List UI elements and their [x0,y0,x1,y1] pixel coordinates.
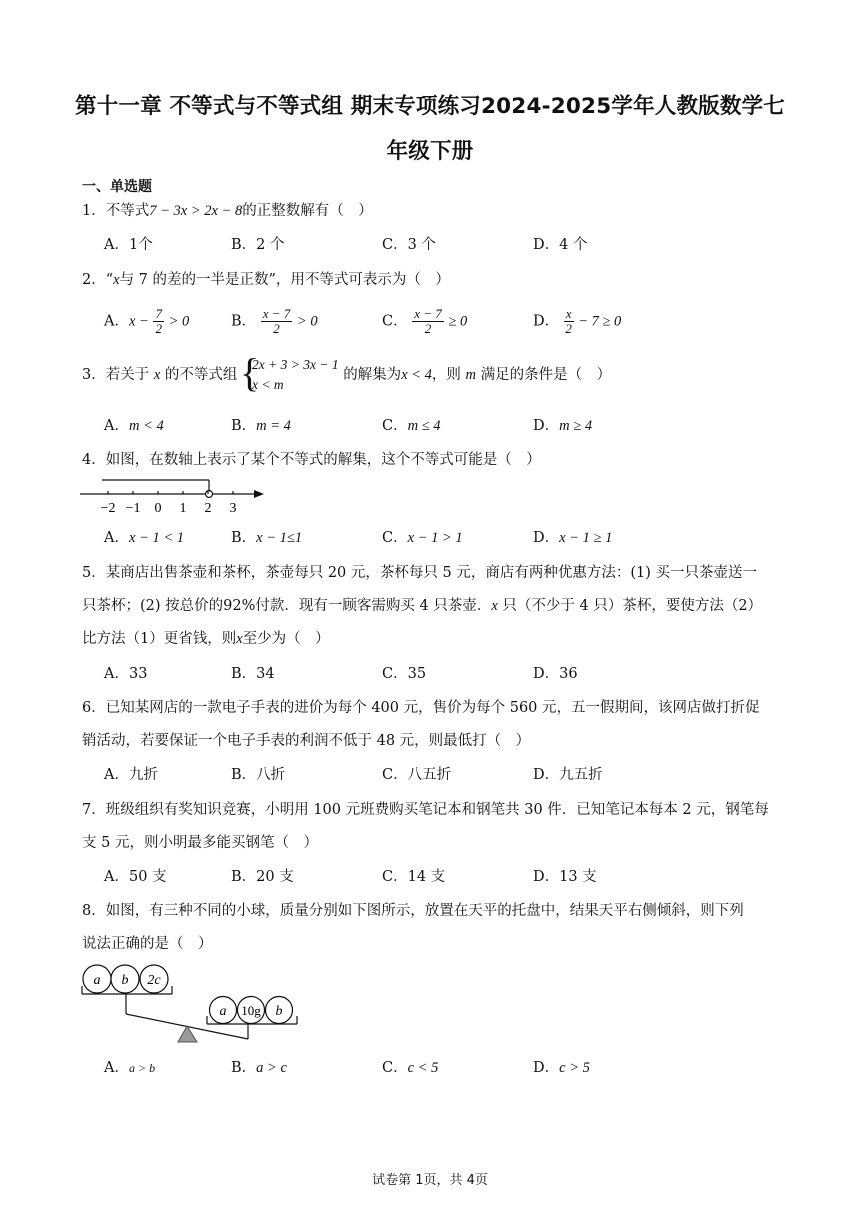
q3-option-d[interactable] [533,415,592,437]
q3-option-a[interactable] [104,415,164,437]
q8-b-label: B． [231,1060,257,1076]
page-title-line2: 年级下册 [386,139,474,164]
q8-d-label: D． [533,1060,560,1076]
q2-b-num: x − 7 [262,306,291,321]
question-1-stem [82,200,373,222]
q1-option-a[interactable]: A．1个 [104,237,153,253]
q5-option-a[interactable]: A．33 [104,666,148,682]
q3-a-label: A． [104,418,129,434]
q1-option-b[interactable]: B．2 个 [231,237,285,253]
q6-option-a[interactable]: A．九折 [104,767,158,783]
q8-a-label: A． [104,1060,129,1076]
q2-a-post: > 0 [168,313,190,330]
q8-ball-right-3-label: b [275,1004,283,1019]
q5-line2 [82,595,762,617]
q2-option-b[interactable] [231,307,318,336]
q4-tick-label: −2 [100,501,116,516]
q8-ball-right-1-label: a [219,1004,227,1019]
q4-d-label: D． [533,530,560,546]
q4-option-d[interactable] [533,527,612,549]
q3-a-expr: m < 4 [128,418,164,434]
q3-d-label: D． [533,418,560,434]
q8-option-a[interactable] [104,1057,155,1079]
q5-line3-text: 比方法（1）更省钱，则 [82,631,237,647]
q3-text-mid: 的不等式组 [160,367,238,383]
q1-expression: 7 − 3x > 2x − 8 [149,203,243,219]
q7-option-a[interactable]: A．50 支 [104,869,167,885]
q2-d-fraction [564,307,574,336]
q4-tick-label: 3 [229,501,237,516]
q2-c-num: x − 7 [414,306,442,321]
q4-a-expr: x − 1 < 1 [128,530,184,546]
q8-ball-right-2-label: 10g [241,1003,261,1018]
q2-c-label: C． [382,313,408,330]
q8-ball-left-3-label: 2c [147,973,161,988]
q1-option-d[interactable]: D．4 个 [533,237,588,253]
q4-open-circle [206,491,213,498]
q4-a-label: A． [104,530,129,546]
q2-text-pre: 2．“ [82,272,114,288]
q2-a-den: 2 [155,321,162,336]
q8-a-expr: a > b [128,1061,156,1075]
page-footer: 试卷第 1页，共 4页 [372,1173,488,1188]
q3-text-post2: ，则 [431,367,466,383]
q8-c-expr: c < 5 [407,1060,439,1076]
q3-var-m: m [465,367,477,383]
q8-c-label: C． [382,1060,408,1076]
q2-d-post: − 7 ≥ 0 [578,313,622,330]
q8-balance-figure [80,962,320,1052]
q6-option-c[interactable]: C．八五折 [382,767,452,783]
q2-b-label: B． [231,313,257,330]
q3-option-b[interactable] [231,415,291,437]
q4-axis-arrow [254,490,264,498]
section-heading: 一、单选题 [82,179,152,195]
question-3-stem [82,353,611,397]
q3-system-line1: { 2x + 3 > 3x − 1 [252,357,339,372]
q3-b-expr: m = 4 [256,418,291,434]
q6-line2: 销活动，若要保证一个电子手表的利润不低于 48 元，则最低打（ ） [82,733,531,749]
q2-option-a[interactable] [104,307,189,336]
q3-condition: x < 4 [401,367,432,383]
page-title-line1: 第十一章 不等式与不等式组 期末专项练习2024-2025学年人教版数学七 [75,94,785,119]
q2-b-post: > 0 [296,313,318,330]
q2-b-fraction [261,307,293,336]
q5-line1: 5．某商店出售茶壶和茶杯，茶壶每只 20 元，茶杯每只 5 元，商店有两种优惠方法：(1) 买一只茶壶送一 [82,565,757,581]
q6-option-b[interactable]: B．八折 [231,767,286,783]
q7-option-c[interactable]: C．14 支 [382,869,446,885]
q8-option-d[interactable] [533,1057,590,1079]
q2-var: x [113,272,120,288]
q8-d-expr: c > 5 [559,1060,590,1076]
q6-line1: 6．已知某网店的一款电子手表的进价为每个 400 元，售价为每个 560 元，五一假期间，该网店做打折促 [82,700,760,716]
q1-text-pre: 1．不等式 [82,203,150,219]
q4-tick-label: 2 [204,501,212,516]
q8-option-c[interactable] [382,1057,438,1079]
q8-line2: 说法正确的是（ ） [82,936,213,952]
q5-line3 [82,628,330,650]
q4-option-a[interactable] [104,527,184,549]
q2-b-den: 2 [273,321,280,336]
q3-d-expr: m ≥ 4 [559,418,593,434]
q4-c-label: C． [382,530,408,546]
q5-line2-text: 只茶杯；(2) 按总价的92%付款．现有一顾客需购买 4 只茶壶． [82,598,492,614]
q2-d-den: 2 [565,321,572,336]
q7-line1: 7．班级组织有奖知识竞赛，小明用 100 元班费购买笔记本和钢笔共 30 件．已知笔记本每本 2 元，钢笔每 [82,802,769,818]
q3-text-pre: 3．若关于 [82,367,154,383]
q8-ball-left-1-label: a [93,973,101,988]
q8-b-expr: a > c [256,1060,287,1076]
q1-text-post: 的正整数解有（ ） [242,203,373,219]
q4-option-b[interactable] [231,527,302,549]
q2-a-fraction [153,307,164,336]
q4-number-line [80,476,270,516]
q2-c-post: ≥ 0 [448,313,468,330]
q6-option-d[interactable]: D．九五折 [533,767,603,783]
q3-c-expr: m ≤ 4 [407,418,441,434]
q4-tick-label: 0 [154,501,162,516]
q2-a-pre: x − [128,313,149,330]
q8-ball-left-2-label: b [121,973,129,988]
q2-a-label: A． [104,313,129,330]
q3-var-x: x [153,367,161,383]
q2-c-den: 2 [424,321,432,336]
q4-b-expr: x − 1≤1 [256,530,303,546]
q2-text-post: 与 7 的差的一半是正数”，用不等式可表示为（ ） [119,272,450,288]
q3-option-c[interactable] [382,415,441,437]
q8-line1: 8．如图，有三种不同的小球，质量分别如下图所示，放置在天平的托盘中，结果天平右侧倾斜，则下列 [82,903,744,919]
q3-text-post3: 满足的条件是（ ） [476,367,612,383]
q3-system-line2: x < m [252,377,284,392]
q5-option-d[interactable]: D．36 [533,666,578,682]
q7-line2: 支 5 元，则小明最多能买钢笔（ ） [82,835,318,851]
q3-inequality-system [242,355,339,395]
q4-b-label: B． [231,530,257,546]
q4-tick-label: 1 [179,501,187,516]
q1-option-c[interactable]: C．3 个 [382,237,436,253]
q5-line3-rest: 至少为（ ） [242,631,330,647]
q5-line2-rest: 只（不少于 4 只）茶杯，要使方法（2） [497,598,763,614]
q5-line3-var: x [236,631,243,647]
q7-option-b[interactable]: B．20 支 [231,869,294,885]
q2-d-label: D． [533,313,560,330]
q4-option-c[interactable] [382,527,463,549]
q3-c-label: C． [382,418,408,434]
q2-option-c[interactable] [382,307,467,336]
q5-option-c[interactable]: C．35 [382,666,427,682]
q2-option-d[interactable] [533,307,621,336]
q5-option-b[interactable]: B．34 [231,666,275,682]
q8-option-b[interactable] [231,1057,287,1079]
question-4-stem: 4．如图，在数轴上表示了某个不等式的解集，这个不等式可能是（ ） [82,452,541,468]
q4-d-expr: x − 1 ≥ 1 [559,530,613,546]
q3-b-label: B． [231,418,257,434]
q4-tick-label: −1 [125,501,141,516]
q7-option-d[interactable]: D．13 支 [533,869,597,885]
q2-d-num: x [565,306,572,321]
q2-c-fraction [412,307,444,336]
q5-var-x: x [491,598,498,614]
q2-a-num: 7 [155,306,162,321]
q3-text-post1: 的解集为 [343,367,402,383]
q4-c-expr: x − 1 > 1 [407,530,463,546]
question-2-stem [82,269,450,291]
